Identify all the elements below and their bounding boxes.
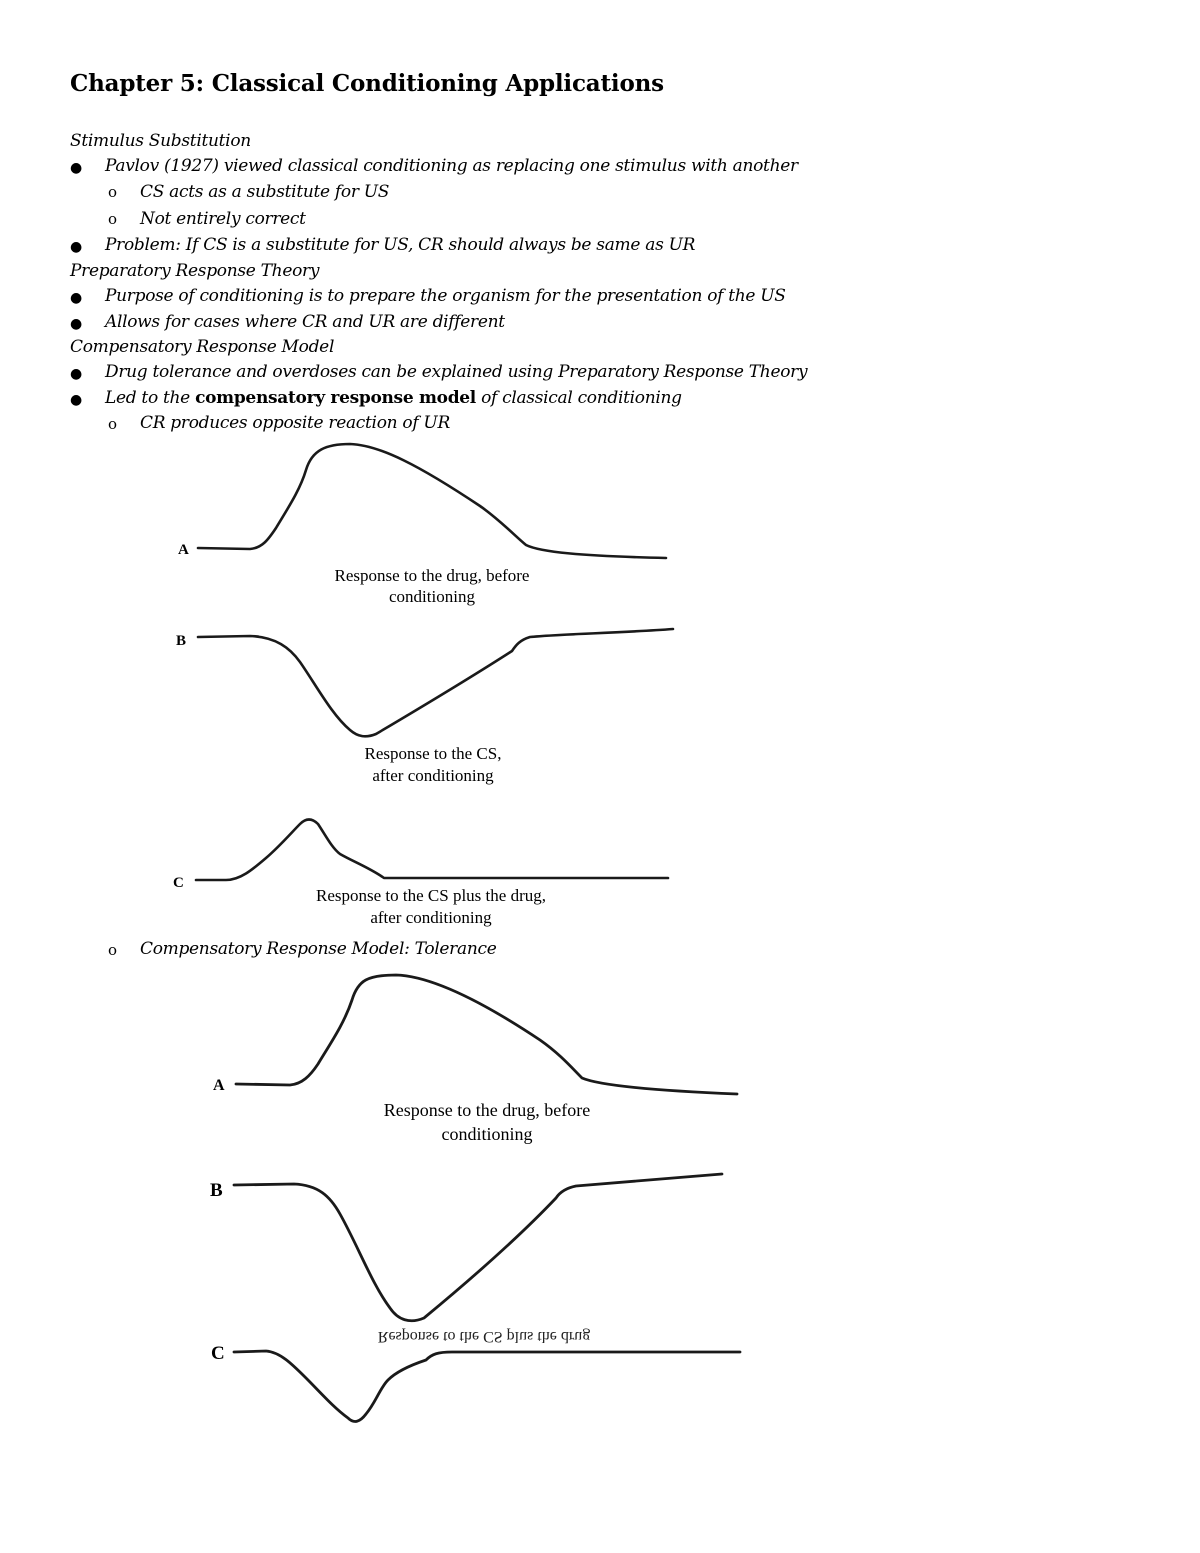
section-heading-stimulus-substitution: Stimulus Substitution	[70, 131, 251, 151]
bold-term: compensatory response model	[195, 388, 476, 408]
list-item: Purpose of conditioning is to prepare the organism for the presentation of the US	[105, 286, 786, 306]
figure1-caption-b-line1: Response to the CS,	[364, 744, 502, 763]
figure1-label-c: C	[173, 875, 184, 891]
figure2-caption-a-line1: Response to the drug, before	[383, 1100, 591, 1120]
curve-b-cs-response	[234, 1174, 722, 1321]
circle-bullet-icon: o	[108, 941, 118, 959]
curve-a-drug-response	[236, 975, 737, 1094]
figure2-caption-a-line2: conditioning	[441, 1124, 533, 1144]
circle-bullet-icon: o	[108, 415, 118, 433]
figure2-label-c: C	[211, 1343, 225, 1364]
figure1-caption-c-line1: Response to the CS plus the drug,	[316, 886, 546, 905]
figure1-caption-b-line2: after conditioning	[372, 766, 494, 785]
circle-bullet-icon: o	[108, 210, 118, 228]
list-item: Problem: If CS is a substitute for US, CR should always be same as UR	[105, 235, 696, 255]
curve-c-combined-response	[234, 1351, 740, 1421]
circle-bullet-icon: o	[108, 183, 118, 201]
bullet-icon: ●	[70, 239, 83, 255]
figure1-label-b: B	[176, 633, 187, 649]
figure1-label-a: A	[178, 542, 189, 558]
list-item: Compensatory Response Model: Tolerance	[140, 939, 497, 959]
section-heading-compensatory-response: Compensatory Response Model	[70, 337, 335, 357]
figure2-label-a: A	[213, 1077, 225, 1094]
bullet-icon: ●	[70, 366, 83, 382]
bullet-icon: ●	[70, 392, 83, 408]
figure2-inverted-caption: Response to the CS plus the drug	[377, 1328, 591, 1345]
list-item: Drug tolerance and overdoses can be explained using Preparatory Response Theory	[105, 362, 808, 382]
list-item: CR produces opposite reaction of UR	[140, 413, 450, 433]
figure1-caption-a-line1: Response to the drug, before	[334, 566, 530, 585]
list-item: CS acts as a substitute for US	[140, 182, 390, 202]
section-heading-preparatory-response: Preparatory Response Theory	[70, 261, 320, 281]
list-item: Allows for cases where CR and UR are different	[105, 312, 505, 332]
figure2-label-b: B	[210, 1180, 223, 1201]
figure1-caption-a-line2: conditioning	[389, 587, 475, 606]
page-title: Chapter 5: Classical Conditioning Applications	[70, 70, 664, 97]
bullet-icon: ●	[70, 290, 83, 306]
list-item: Pavlov (1927) viewed classical conditioning as replacing one stimulus with another	[105, 156, 798, 176]
list-item: Led to the compensatory response model of classical conditioning	[105, 388, 682, 408]
bullet-icon: ●	[70, 160, 83, 176]
bullet-icon: ●	[70, 316, 83, 332]
figure1-caption-c-line2: after conditioning	[370, 908, 492, 927]
list-item: Not entirely correct	[140, 209, 306, 229]
